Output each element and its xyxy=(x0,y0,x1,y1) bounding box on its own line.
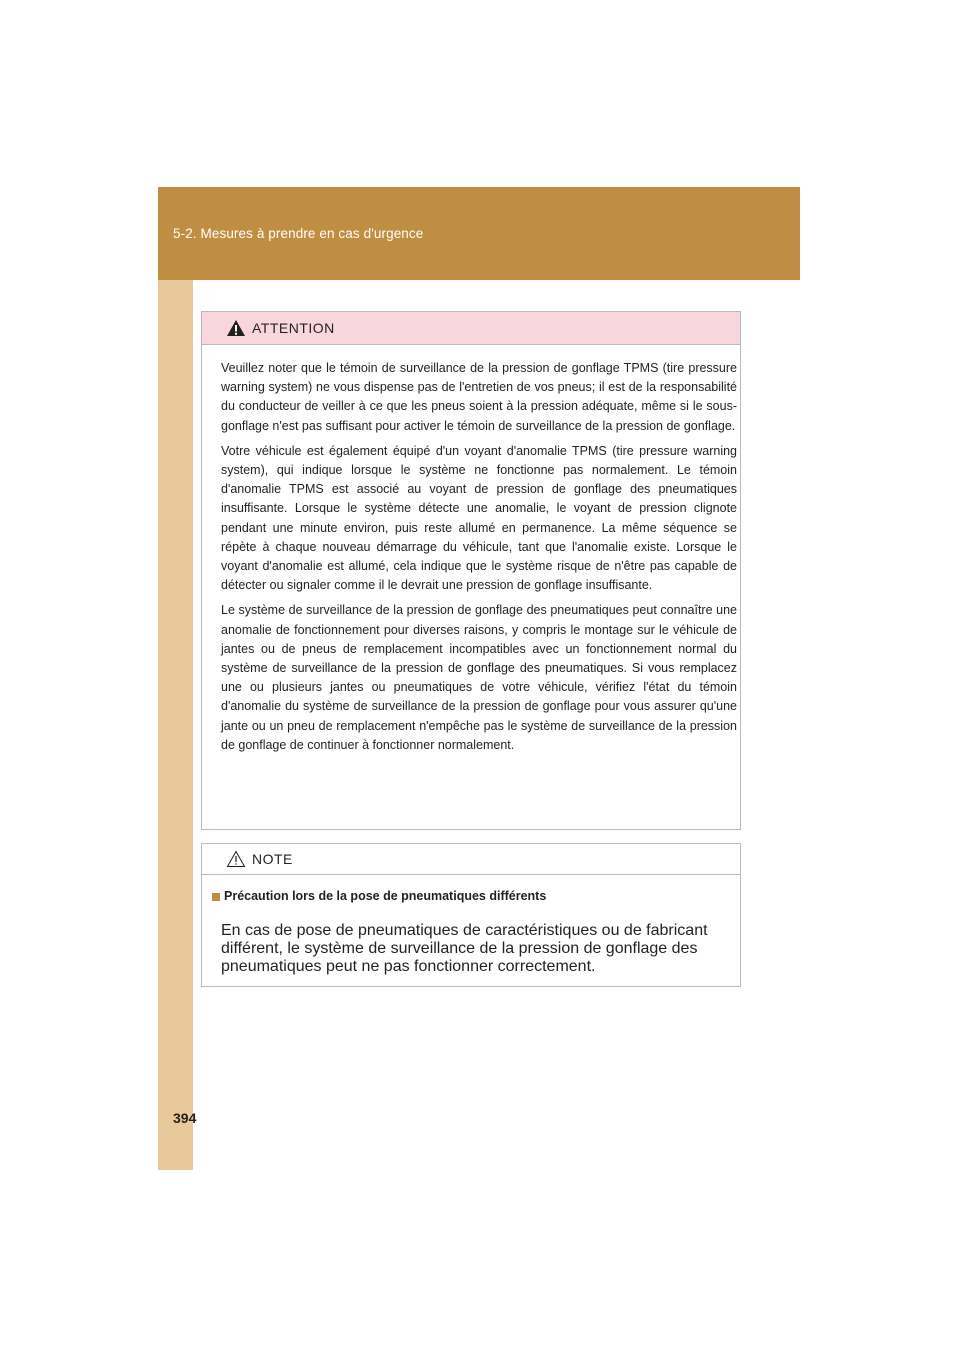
attention-paragraph: Veuillez noter que le témoin de surveillance de la pression de gonflage TPMS (tire pressure warning system) ne vous dispense pas de l'entretien de vos pneus; il est de la responsabilité du conducteur de veiller à ce que les pneus soient à la pression adéquate, même si le sous-gonflage n'est pas suffisant pour activer le témoin de surveillance de la pression de gonflage. xyxy=(221,361,737,433)
attention-body xyxy=(202,345,740,755)
note-heading-text: Précaution lors de la pose de pneumatiques différents xyxy=(224,889,547,903)
note-heading xyxy=(212,887,737,906)
attention-paragraph: Votre véhicule est également équipé d'un voyant d'anomalie TPMS (tire pressure warning system), qui indique lorsque le système ne fonctionne pas normalement. Le témoin d'anomalie TPMS est associé au voyant de pression de gonflage des pneumatiques insuffisante. Lorsque le système détecte une anomalie, le voyant de pression clignote pendant une minute environ, puis reste allumé en permanence. La même séquence se répète à chaque nouveau démarrage du véhicule, tant que l'anomalie existe. Lorsque le voyant d'anomalie est allumé, cela indique que le système risque de n'être pas capable de détecter ou signaler comme il le devrait une pression de gonflage insuffisante. xyxy=(221,443,737,593)
note-body xyxy=(202,875,740,976)
page-number: 394 xyxy=(173,1110,197,1126)
attention-title: ATTENTION xyxy=(252,320,335,336)
attention-header xyxy=(202,312,740,345)
attention-paragraph: Le système de surveillance de la pression de gonflage des pneumatiques peut connaître une anomalie de fonctionnement pour diverses raisons, y compris le montage sur le véhicule de jantes ou de pneus de remplacement incompatibles avec un fonctionnement normal du système de surveillance de la pression de gonflage des pneumatiques. Si vous remplacez une ou plusieurs jantes ou pneumatiques de votre véhicule, vérifiez l'état du témoin d'anomalie du système de surveillance de la pression de gonflage pour vous assurer qu'une jante ou un pneu de remplacement n'empêche pas le système de surveillance de la pression de gonflage de continuer à fonctionner normalement. xyxy=(221,603,737,752)
note-header xyxy=(202,844,740,875)
side-margin-band xyxy=(158,187,193,1170)
caution-triangle-outline-icon xyxy=(226,850,246,868)
section-title: 5-2. Mesures à prendre en cas d'urgence xyxy=(173,226,424,241)
note-title: NOTE xyxy=(252,851,293,867)
warning-triangle-icon xyxy=(226,319,246,337)
note-box xyxy=(201,843,741,987)
square-bullet-icon xyxy=(212,893,220,901)
attention-box xyxy=(201,311,741,830)
note-paragraph: En cas de pose de pneumatiques de caractéristiques ou de fabricant différent, le système de surveillance de la pression de gonflage des pneumatiques peut ne pas fonctionner correctement. xyxy=(221,922,708,975)
